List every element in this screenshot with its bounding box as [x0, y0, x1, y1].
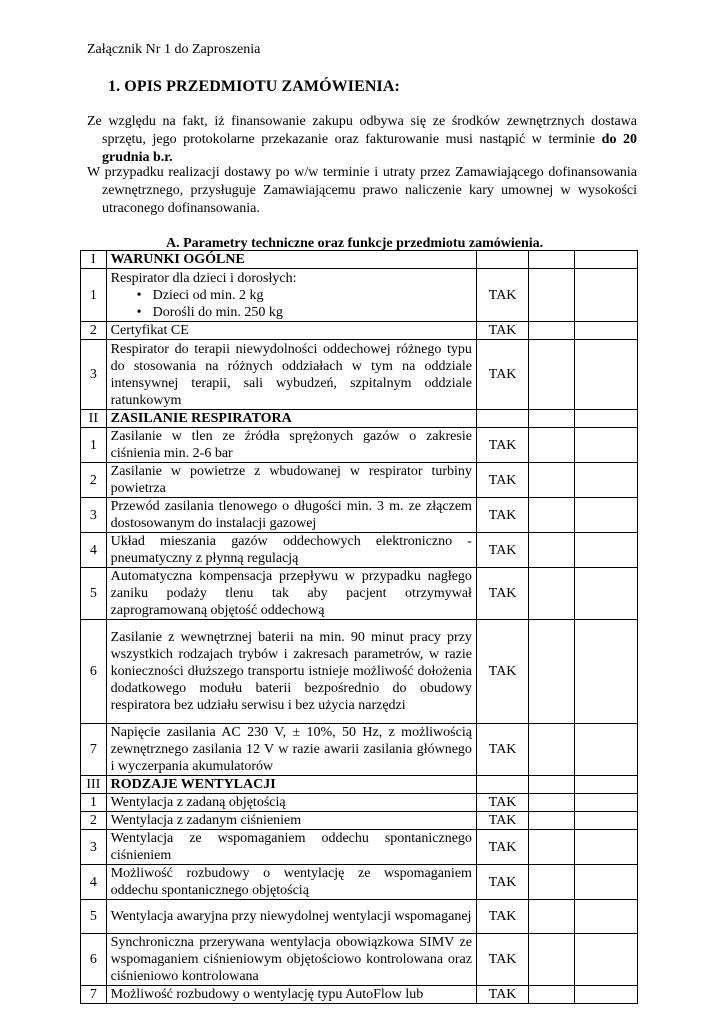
row-description — [106, 830, 476, 865]
row-description-text: Wentylacja z zadaną objętością — [110, 795, 286, 810]
table-row — [81, 568, 638, 620]
row-description — [106, 568, 476, 620]
row-number: 4 — [81, 865, 107, 900]
row-number: 6 — [81, 934, 107, 986]
empty-cell — [575, 269, 638, 322]
empty-cell — [575, 724, 638, 776]
required-value: TAK — [476, 986, 528, 1004]
section-title: ZASILANIE RESPIRATORA — [106, 410, 476, 428]
required-value: TAK — [476, 428, 528, 463]
empty-cell — [529, 340, 575, 410]
row-description — [106, 498, 476, 533]
table-row — [81, 986, 638, 1004]
empty-cell — [529, 498, 575, 533]
table-row — [81, 269, 638, 322]
empty-cell — [575, 620, 638, 724]
empty-cell — [575, 498, 638, 533]
empty-cell — [529, 428, 575, 463]
table-row — [81, 463, 638, 498]
empty-cell — [575, 568, 638, 620]
empty-cell — [575, 865, 638, 900]
empty-cell — [575, 776, 638, 794]
row-description-text: Możliwość rozbudowy o wentylację typu AutoFlow lub — [110, 987, 424, 1002]
empty-cell — [575, 463, 638, 498]
row-description — [106, 986, 476, 1004]
table-row — [81, 900, 638, 934]
row-description-text: Możliwość rozbudowy o wentylację ze wspomaganiem oddechu spontanicznego objętością — [110, 866, 472, 898]
required-value: TAK — [476, 865, 528, 900]
row-number: 1 — [81, 428, 107, 463]
intro-paragraph-2: W przypadku realizacji dostawy po w/w terminie i utraty przez Zamawiającego dofinansowania zewnętrznego, przysługuje Zamawiającemu prawo naliczenie kary umownej w wysokości utraconego dofinansowania. — [87, 165, 637, 216]
required-value: TAK — [476, 533, 528, 568]
value-cell-empty — [476, 251, 528, 269]
empty-cell — [575, 428, 638, 463]
empty-cell — [575, 340, 638, 410]
section-title: RODZAJE WENTYLACJI — [106, 776, 476, 794]
required-value: TAK — [476, 568, 528, 620]
row-description — [106, 934, 476, 986]
empty-cell — [529, 812, 575, 830]
row-description-text: Certyfikat CE — [110, 323, 189, 338]
row-number: 6 — [81, 620, 107, 724]
table-row — [81, 340, 638, 410]
required-value: TAK — [476, 724, 528, 776]
table-row — [81, 830, 638, 865]
intro-paragraph-1-text: Ze względu na fakt, iż finansowanie zakupu odbywa się ze środków zewnętrznych dostawa sprzętu, jego protokolarne przekazanie oraz fakturowanie musi nastąpić w terminie — [87, 114, 637, 147]
empty-cell — [575, 812, 638, 830]
row-description — [106, 900, 476, 934]
empty-cell — [575, 900, 638, 934]
empty-cell — [529, 865, 575, 900]
required-value: TAK — [476, 934, 528, 986]
specification-table — [80, 250, 638, 1004]
section-title: WARUNKI OGÓLNE — [106, 251, 476, 269]
table-caption: A. Parametry techniczne oraz funkcje przedmiotu zamówienia. — [166, 236, 544, 251]
row-description — [106, 322, 476, 340]
required-value: TAK — [476, 812, 528, 830]
required-value: TAK — [476, 830, 528, 865]
empty-cell — [529, 934, 575, 986]
row-description-text: Zasilanie w tlen ze źródła sprężonych gazów o zakresie ciśnienia min. 2-6 bar — [110, 429, 472, 461]
empty-cell — [529, 463, 575, 498]
table-row — [81, 865, 638, 900]
empty-cell — [529, 410, 575, 428]
row-description-text: Respirator dla dzieci i dorosłych: — [110, 270, 297, 286]
row-number: 4 — [81, 533, 107, 568]
row-description-text: Synchroniczna przerywana wentylacja obowiązkowa SIMV ze wspomaganiem ciśnieniowym objętościowo kontrolowana oraz ciśnieniowo kontrolowana — [110, 935, 472, 984]
empty-cell — [529, 830, 575, 865]
row-number: 2 — [81, 463, 107, 498]
empty-cell — [529, 900, 575, 934]
row-description — [106, 428, 476, 463]
table-row — [81, 934, 638, 986]
required-value: TAK — [476, 498, 528, 533]
empty-cell — [575, 251, 638, 269]
deadline-text: do 20 grudnia b.r. — [102, 132, 637, 165]
required-value: TAK — [476, 463, 528, 498]
attachment-label: Załącznik Nr 1 do Zaproszenia — [87, 42, 261, 57]
table-row — [81, 322, 638, 340]
empty-cell — [529, 322, 575, 340]
empty-cell — [529, 568, 575, 620]
row-description-text: Wentylacja ze wspomaganiem oddechu spontanicznego ciśnieniem — [110, 831, 472, 863]
table-row — [81, 533, 638, 568]
row-description — [106, 340, 476, 410]
row-description-text: Przewód zasilania tlenowego o długości min. 3 m. ze złączem dostosowanym do instalacji gazowej — [110, 499, 472, 531]
empty-cell — [529, 251, 575, 269]
empty-cell — [529, 724, 575, 776]
row-description-text: Wentylacja z zadanym ciśnieniem — [110, 813, 302, 828]
empty-cell — [529, 986, 575, 1004]
document-title: 1. OPIS PRZEDMIOTU ZAMÓWIENIA: — [108, 78, 400, 95]
table-row — [81, 794, 638, 812]
row-description — [106, 269, 476, 322]
empty-cell — [575, 830, 638, 865]
required-value: TAK — [476, 794, 528, 812]
intro-paragraph-1 — [87, 113, 637, 167]
row-number: 5 — [81, 568, 107, 620]
empty-cell — [529, 776, 575, 794]
empty-cell — [529, 794, 575, 812]
row-number: 3 — [81, 830, 107, 865]
row-description-text: Zasilanie z wewnętrznej baterii na min. 90 minut pracy przy wszystkich rodzajach trybów i zakresach parametrów, w razie konieczności dłuższego transportu istnieje możliwość dołożenia dodatkowego modułu baterii bezpośrednio do obudowy respiratora bez udziału serwisu i bez użycia narzędzi — [110, 630, 472, 713]
table-row — [81, 724, 638, 776]
required-value: TAK — [476, 900, 528, 934]
required-value: TAK — [476, 620, 528, 724]
required-value: TAK — [476, 269, 528, 322]
bullet-item: • Dzieci od min. 2 kg — [137, 287, 472, 304]
row-description-text: Układ mieszania gazów oddechowych elektroniczno - pneumatyczny z płynną regulacją — [110, 534, 472, 566]
empty-cell — [575, 322, 638, 340]
empty-cell — [575, 986, 638, 1004]
table-row — [81, 498, 638, 533]
table-row — [81, 428, 638, 463]
row-number: 3 — [81, 340, 107, 410]
row-description — [106, 620, 476, 724]
value-cell-empty — [476, 776, 528, 794]
empty-cell — [529, 269, 575, 322]
row-description-text: Zasilanie w powietrze z wbudowanej w respirator turbiny powietrza — [110, 464, 472, 496]
empty-cell — [575, 934, 638, 986]
value-cell-empty — [476, 410, 528, 428]
row-number: 1 — [81, 269, 107, 322]
section-number: II — [81, 410, 107, 428]
row-description — [106, 724, 476, 776]
section-number: III — [81, 776, 107, 794]
row-description-text: Automatyczna kompensacja przepływu w przypadku nagłego zaniku podaży tlenu tak aby pacjent otrzymywał zaprogramowaną objętość oddechową — [110, 569, 472, 618]
section-header-row — [81, 410, 638, 428]
row-number: 2 — [81, 322, 107, 340]
row-description — [106, 533, 476, 568]
empty-cell — [575, 794, 638, 812]
row-description — [106, 812, 476, 830]
row-description — [106, 463, 476, 498]
row-number: 7 — [81, 724, 107, 776]
row-description — [106, 794, 476, 812]
bullet-item: • Dorośli do min. 250 kg — [137, 304, 472, 321]
required-value: TAK — [476, 322, 528, 340]
section-number: I — [81, 251, 107, 269]
empty-cell — [575, 533, 638, 568]
row-description — [106, 865, 476, 900]
table-row — [81, 620, 638, 724]
section-header-row — [81, 251, 638, 269]
row-number: 5 — [81, 900, 107, 934]
row-description-text: Wentylacja awaryjna przy niewydolnej wentylacji wspomaganej — [110, 909, 472, 924]
row-description-text: Respirator do terapii niewydolności oddechowej różnego typu do stosowania na różnych oddziałach w tym na oddziale intensywnej terapii, sali wybudzeń, szpitalnym oddziale ratunkowym — [110, 341, 472, 408]
bullet-list — [111, 287, 472, 321]
row-number: 3 — [81, 498, 107, 533]
section-header-row — [81, 776, 638, 794]
row-number: 1 — [81, 794, 107, 812]
required-value: TAK — [476, 340, 528, 410]
empty-cell — [529, 620, 575, 724]
row-description-text: Napięcie zasilania AC 230 V, ± 10%, 50 Hz, z możliwością zewnętrznego zasilania 12 V w razie awarii zasilania głównego i wyczerpania akumulatorów — [110, 725, 472, 774]
table-row — [81, 812, 638, 830]
empty-cell — [529, 533, 575, 568]
row-number: 7 — [81, 986, 107, 1004]
empty-cell — [575, 410, 638, 428]
row-number: 2 — [81, 812, 107, 830]
